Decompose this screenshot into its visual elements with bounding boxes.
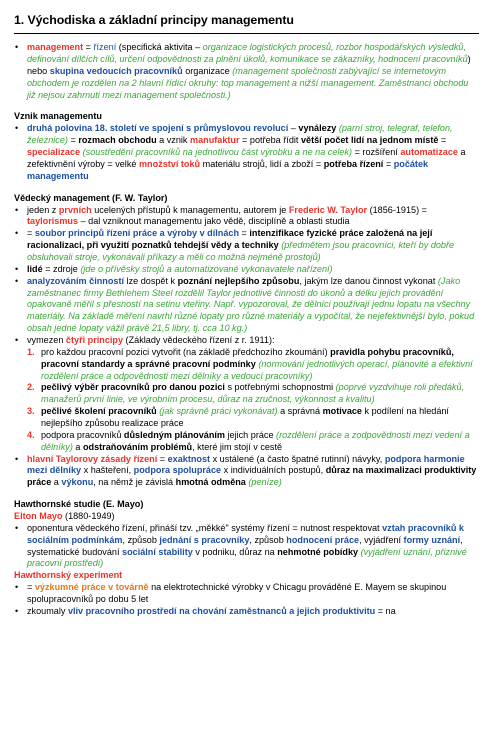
text-run: (soustředění pracovníků na jednotlivou část výrobku a ne na celek) (82, 147, 353, 158)
text-run: pečlivé školení pracovníků (41, 406, 157, 417)
text-run: potřeba řízení (323, 158, 384, 169)
text-run: čtyři principy (65, 334, 124, 345)
experiment-item (14, 606, 479, 618)
text-run: (normování jednotlivých operací, plánovité a efektivní rozdělení práce a odpovědnosti mezi dělníky a vedoucí pracovníky) (41, 358, 473, 381)
text-run: (rozdělení práce a zodpovědnosti mezi vedení a dělníky) (41, 429, 470, 452)
vedecky-item (14, 264, 479, 276)
bullet-icon: • (15, 204, 19, 215)
bullet-icon: • (15, 275, 19, 286)
text-run: vztah pracovníků k sociálním podmínkám (27, 522, 464, 545)
text-run: (Jako zaměstnanec firmy Bethlehem Steel rozdělil Taylor jednotlivé činnosti do úkonů a délku jejich provádění opakovaně měřil s přesností na setinu vteřiny. Např. vypozoroval, že dělníci používají jednu lopatu na všechny materiály. Na základě měření navrhl různé lopaty pro různé materiály a vypočítal, že nejefektivnější bylo, pokud obsah jedné lopaty vážil právě 21,5 libry, tj. cca 10 kg.) (27, 275, 475, 334)
text-run: jednání s pracovníky (159, 534, 250, 545)
text-run: pravidla pohybu pracovníků, pracovní standardy a správné pracovní podmínky (41, 346, 454, 369)
text-run: jeden z (27, 204, 59, 215)
text-run: k podílení na hledání nejlepšího způsobu realizace práce (41, 406, 449, 428)
text-run: množství toků (138, 158, 201, 169)
text-run: = rozšíření (352, 147, 401, 158)
text-run: intenzifikace fyzické práce založená na její racionalizaci, při využití poznatků tehdejší vědy a techniky (27, 228, 433, 251)
text-run: sociální stability (122, 546, 193, 557)
principle-number: 3. (27, 406, 35, 417)
principle-number: 1. (27, 346, 35, 357)
experiment-text-2 (27, 606, 396, 616)
text-run: (předmětem jsou pracovníci, kteří by dobře obsluhovali stroje, vykonávali příkazy a měli co možná nejméně prostojů) (27, 240, 455, 262)
text-run: = na (375, 605, 396, 616)
text-run: s potřebnými schopnostmi (224, 382, 336, 393)
principle-number: 4. (27, 429, 35, 440)
intro-list (14, 42, 479, 101)
text-run: (peníze) (248, 477, 282, 488)
vedecky-item (14, 454, 479, 490)
principle-item (27, 430, 479, 454)
vedecky-text-1 (27, 205, 427, 227)
text-run: x ustálené (a často špatné rutinní) návyky, (210, 453, 385, 464)
text-run: (parní stroj, telegraf, telefon, železnice) (27, 123, 453, 146)
principle-text (41, 430, 470, 452)
text-run: = zdroje (42, 263, 81, 274)
text-run: automatizace (400, 147, 458, 158)
text-run: hlavní Taylorovy zásady řízení (27, 453, 158, 464)
text-run: (jak správně práci vykonávat) (159, 406, 278, 417)
vedecky-text-last (27, 454, 476, 488)
text-run: pro každou pracovní pozici vytvořit (na základě předchozího zkoumání) (41, 346, 331, 357)
author-years: (1880-1949) (62, 510, 115, 521)
text-run: , způsob (122, 534, 160, 545)
hawthorne-text (27, 523, 467, 569)
text-run: výkonu (61, 477, 94, 488)
text-run: zkoumaly (27, 605, 68, 616)
text-run: druhá polovina 18. století ve spojení s průmyslovou revolucí (27, 123, 289, 134)
text-run: podpora spolupráce (133, 465, 222, 476)
text-run: , na němž je závislá (93, 477, 176, 488)
section-heading-vedecky: Vědecký management (F. W. Taylor) (14, 192, 168, 203)
text-run: nehmotné pobídky (277, 546, 359, 557)
text-run: (specifická aktivita – (116, 42, 203, 53)
hawthorne-item (14, 523, 479, 570)
vedecky-text-2 (27, 228, 454, 262)
text-run: Frederic W. Taylor (288, 204, 368, 215)
text-run: (1856-1915) = (367, 204, 427, 215)
text-run: , vyjádření (359, 534, 404, 545)
text-run: ucelených přístupů k managementu, autorem je (91, 204, 289, 215)
text-run: (management společnosti zabývající se internetovým obchodem je rozdělen na 2 hlavní řídící okruhy: top management a nižší management. Zaměstnanci obchodu již nejsou zahrnuti mezi management společnosti.) (27, 65, 469, 100)
author-line (14, 511, 479, 523)
principle-text (41, 347, 473, 381)
text-run: pečlivý výběr pracovníků pro danou pozici (41, 382, 225, 393)
bullet-icon: • (15, 263, 19, 274)
text-run: vynálezy (298, 123, 337, 134)
text-run: důraz na maximalizaci produktivity práce (27, 465, 477, 488)
text-run: taylorismus (27, 216, 79, 227)
text-run: – dal vzniknout managementu jako vědě, disciplíně a oblasti studia (78, 216, 350, 227)
bullet-icon: • (15, 605, 19, 616)
bullet-icon: • (15, 42, 19, 53)
author-name: Elton Mayo (14, 510, 63, 521)
text-run: formy uznání (403, 534, 461, 545)
text-run: lze dospět k (124, 275, 178, 286)
text-run: podpora harmonie mezi dělníky (27, 453, 465, 476)
text-run: , systematické budování (27, 534, 463, 557)
intro-item (14, 42, 479, 101)
text-run: a zefektivnění výroby = velké (27, 147, 466, 169)
text-run: lidé (27, 263, 43, 274)
principles-intro (27, 335, 275, 345)
intro-text (27, 42, 471, 99)
text-run: organizace (182, 65, 233, 76)
text-run: = (157, 453, 168, 464)
text-run: ) nebo (27, 54, 471, 76)
text-run: (jde o přívěsky strojů a automatizované vykonavatele nařízení) (80, 263, 333, 274)
text-run: a (72, 441, 83, 452)
vznik-text (27, 123, 466, 180)
text-run: a vznik (156, 135, 190, 146)
text-run: (vyjádření uznání, přiznivé pracovní prostředí) (27, 546, 467, 569)
text-run: motivace (322, 406, 362, 417)
text-run: skupina vedoucích pracovníků (49, 65, 183, 76)
experiment-item (14, 582, 479, 606)
text-run: rozmach obchodu (78, 135, 157, 146)
section-heading-hawthorne: Hawthornské studie (E. Mayo) (14, 499, 144, 510)
principle-item (27, 406, 479, 430)
text-run: vliv pracovního prostředí na chování zaměstnanců a jejich produktivitu (67, 605, 376, 616)
vznik-item (14, 123, 479, 182)
text-run: analyzováním činností (27, 275, 125, 286)
experiment-heading: Hawthornský experiment (14, 570, 123, 581)
text-run: podpora pracovníků (41, 429, 124, 440)
section-heading-vznik: Vznik managementu (14, 111, 102, 122)
principle-item (27, 382, 479, 406)
text-run: a správná (277, 406, 323, 417)
text-run: oponentura vědeckého řízení, přináší tzv. „měkké" systémy řízení = nutnost respektovat (27, 522, 383, 533)
vedecky-list (14, 205, 479, 490)
text-run: = (67, 135, 79, 146)
text-run: exaktnost (167, 453, 211, 464)
text-run: odstraňováním problémů (82, 441, 193, 452)
vedecky-item (14, 276, 479, 335)
text-run: = potřeba řídit (239, 135, 301, 146)
text-run: = (438, 135, 447, 146)
vedecky-text-4 (27, 276, 474, 333)
vedecky-item (14, 205, 479, 229)
hawthorne-list (14, 523, 479, 570)
principles-list (27, 347, 479, 454)
text-run: manufaktur (190, 135, 240, 146)
text-run: větší počet lidí na jednom místě (300, 135, 439, 146)
text-run: prvních (58, 204, 92, 215)
text-run: materiálu strojů, lidí a zboží = (200, 158, 324, 169)
bullet-icon: • (15, 123, 19, 134)
principle-number: 2. (27, 382, 35, 393)
bullet-icon: • (15, 228, 19, 239)
text-run: jejich práce (224, 429, 277, 440)
vedecky-item (14, 228, 479, 264)
text-run: , které jim stojí v cestě (192, 441, 283, 452)
text-run: (poprvé vyzdvihuje roli předáků, manažerů první linie, ve výrobním procesu, důraz na zručnost, výkonnost a kvalitu) (41, 382, 465, 405)
text-run: = (27, 228, 35, 239)
text-run: v podniku, důraz na (192, 546, 278, 557)
text-run: x individuálních postupů, (221, 465, 326, 476)
vedecky-item-principles (14, 335, 479, 454)
bullet-icon: • (15, 522, 19, 533)
text-run: specializace (27, 147, 81, 158)
principle-text (41, 382, 464, 404)
vznik-list (14, 123, 479, 182)
text-run: management (27, 42, 84, 53)
document-title: 1. Východiska a základní principy managementu (14, 13, 294, 27)
text-run: = (383, 158, 394, 169)
bullet-icon: • (15, 334, 19, 345)
text-run: počátek managementu (27, 158, 429, 181)
text-run: – (288, 123, 299, 134)
title-underline (14, 33, 479, 34)
principle-text (41, 406, 449, 428)
text-run: důsledným plánováním (123, 429, 225, 440)
text-run: vymezen (27, 334, 66, 345)
text-run: poznání nejlepšího způsobu (177, 275, 300, 286)
text-run: a (51, 477, 62, 488)
experiment-list (14, 582, 479, 618)
text-run: , způsob (249, 534, 287, 545)
vedecky-text-3 (27, 264, 333, 274)
text-run: na elektrotechnické výrobky v Chicagu prováděné E. Mayem se skupinou spolupracovníků po dobu 5 let (27, 582, 447, 604)
text-run: = (27, 582, 35, 593)
text-run: = (239, 228, 250, 239)
text-run: hodnocení práce (286, 534, 360, 545)
text-run: soubor principů řízení práce a výroby v dílnách (34, 228, 240, 239)
text-run: hmotná odměna (175, 477, 246, 488)
text-run: organizace logistických procesů, rozbor hospodářských výsledků, definování dílčích cílů, určení odpovědnosti za plnění úkolů, komunikace se zákazníky, hodnocení pracovníků (27, 42, 468, 65)
text-run: , jakým lze danou činnost vykonat (299, 275, 438, 286)
text-run: výzkumné práce v továrně (34, 582, 149, 593)
text-run: = (83, 42, 94, 53)
experiment-text-1 (27, 582, 446, 604)
bullet-icon: • (15, 453, 19, 464)
text-run: x hašteření, (81, 465, 134, 476)
principle-item (27, 347, 479, 383)
bullet-icon: • (15, 582, 19, 593)
text-run: řízení (93, 42, 117, 53)
text-run: (Základy vědeckého řízení z r. 1911): (123, 334, 275, 345)
